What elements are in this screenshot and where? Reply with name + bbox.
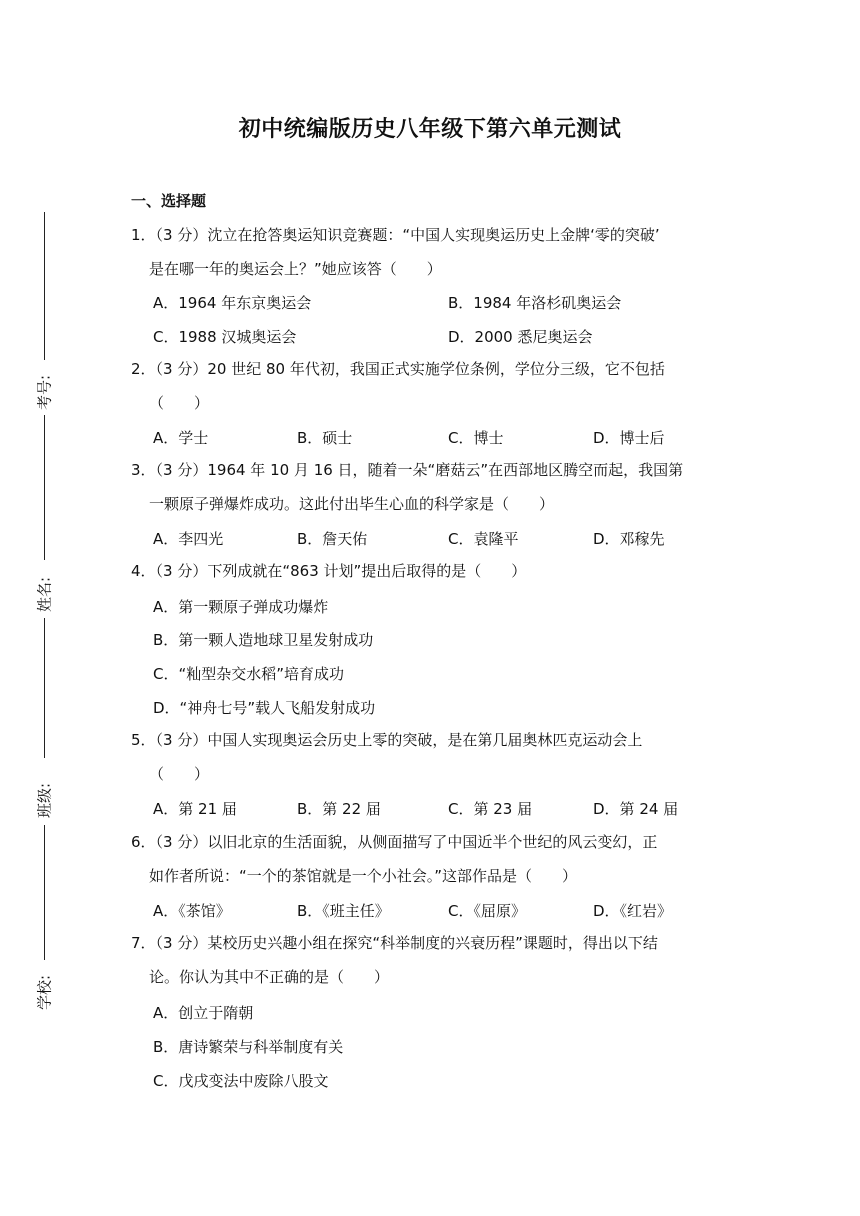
- margin-label-banji: 班级:: [35, 782, 54, 819]
- question-2: [131, 352, 731, 420]
- option-b: B．唐诗繁荣与科举制度有关: [153, 1038, 344, 1056]
- option-a: A．李四光: [153, 530, 224, 548]
- question-stem-cont: 如作者所说：“一个的茶馆就是一个小社会。”这部作品是（ ）: [149, 867, 578, 885]
- option-c: C．《屈原》: [448, 902, 526, 920]
- option-d: D．《红岩》: [593, 902, 673, 920]
- option-d: D．“神舟七号”载人飞船发射成功: [153, 699, 376, 717]
- question-stem: 3．（3 分）1964 年 10 月 16 日，随着一朵“磨菇云”在西部地区腾空而起，我国第: [131, 461, 684, 479]
- option-b: B．詹天佑: [297, 530, 368, 548]
- option-b: B．1984 年洛杉矶奥运会: [448, 294, 622, 312]
- question-stem-cont: 论。你认为其中不正确的是（ ）: [149, 968, 390, 986]
- option-c: C．1988 汉城奥运会: [153, 328, 297, 346]
- option-d: D．2000 悉尼奥运会: [448, 328, 593, 346]
- question-6: [131, 825, 731, 893]
- question-stem: 5．（3 分）中国人实现奥运会历史上零的突破，是在第几届奥林匹克运动会上: [131, 731, 643, 749]
- question-stem: 1．（3 分）沈立在抢答奥运知识竞赛题：“中国人实现奥运历史上金牌‘零的突破’: [131, 226, 660, 244]
- question-stem-cont: 一颗原子弹爆炸成功。这此付出毕生心血的科学家是（ ）: [149, 495, 555, 513]
- question-7: [131, 926, 731, 994]
- question-stem-cont: 是在哪一年的奥运会上？”她应该答（ ）: [149, 260, 442, 278]
- option-a: A．《茶馆》: [153, 902, 231, 920]
- question-stem-cont: （ ）: [149, 394, 210, 412]
- question-5: [131, 723, 731, 791]
- margin-line: [44, 415, 45, 560]
- option-a: A．第 21 届: [153, 800, 237, 818]
- question-stem: 6．（3 分）以旧北京的生活面貌，从侧面描写了中国近半个世纪的风云变幻，正: [131, 833, 658, 851]
- margin-line: [44, 825, 45, 960]
- option-c: C．“籼型杂交水稻”培育成功: [153, 665, 345, 683]
- option-a: A．学士: [153, 429, 209, 447]
- option-a: A．第一颗原子弹成功爆炸: [153, 598, 329, 616]
- margin-label-kaohao: 考号:: [35, 374, 54, 411]
- option-b: B．硕士: [297, 429, 353, 447]
- option-a: A．创立于隋朝: [153, 1004, 254, 1022]
- question-stem: 2．（3 分）20 世纪 80 年代初，我国正式实施学位条例，学位分三级，它不包括: [131, 360, 665, 378]
- option-d: D．博士后: [593, 429, 665, 447]
- section-heading: 一、选择题: [131, 192, 207, 210]
- option-b: B．《班主任》: [297, 902, 390, 920]
- margin-label-xingming: 姓名:: [35, 576, 54, 613]
- margin-line: [44, 618, 45, 758]
- option-b: B．第 22 届: [297, 800, 381, 818]
- question-3: [131, 453, 731, 521]
- option-d: D．第 24 届: [593, 800, 679, 818]
- option-c: C．袁隆平: [448, 530, 519, 548]
- question-stem: 4．（3 分）下列成就在“863 计划”提出后取得的是（ ）: [131, 562, 527, 580]
- option-a: A．1964 年东京奥运会: [153, 294, 312, 312]
- page-title: 初中统编版历史八年级下第六单元测试: [238, 117, 622, 142]
- option-c: C．博士: [448, 429, 504, 447]
- question-stem-cont: （ ）: [149, 765, 210, 783]
- option-c: C．第 23 届: [448, 800, 533, 818]
- option-d: D．邓稼先: [593, 530, 665, 548]
- margin-label-xuexiao: 学校:: [35, 974, 54, 1011]
- question-stem: 7．（3 分）某校历史兴趣小组在探究“科举制度的兴衰历程”课题时，得出以下结: [131, 934, 658, 952]
- question-1: [131, 218, 731, 286]
- question-4: [131, 554, 731, 588]
- option-b: B．第一颗人造地球卫星发射成功: [153, 631, 374, 649]
- margin-line: [44, 212, 45, 360]
- option-c: C．戊戌变法中废除八股文: [153, 1072, 329, 1090]
